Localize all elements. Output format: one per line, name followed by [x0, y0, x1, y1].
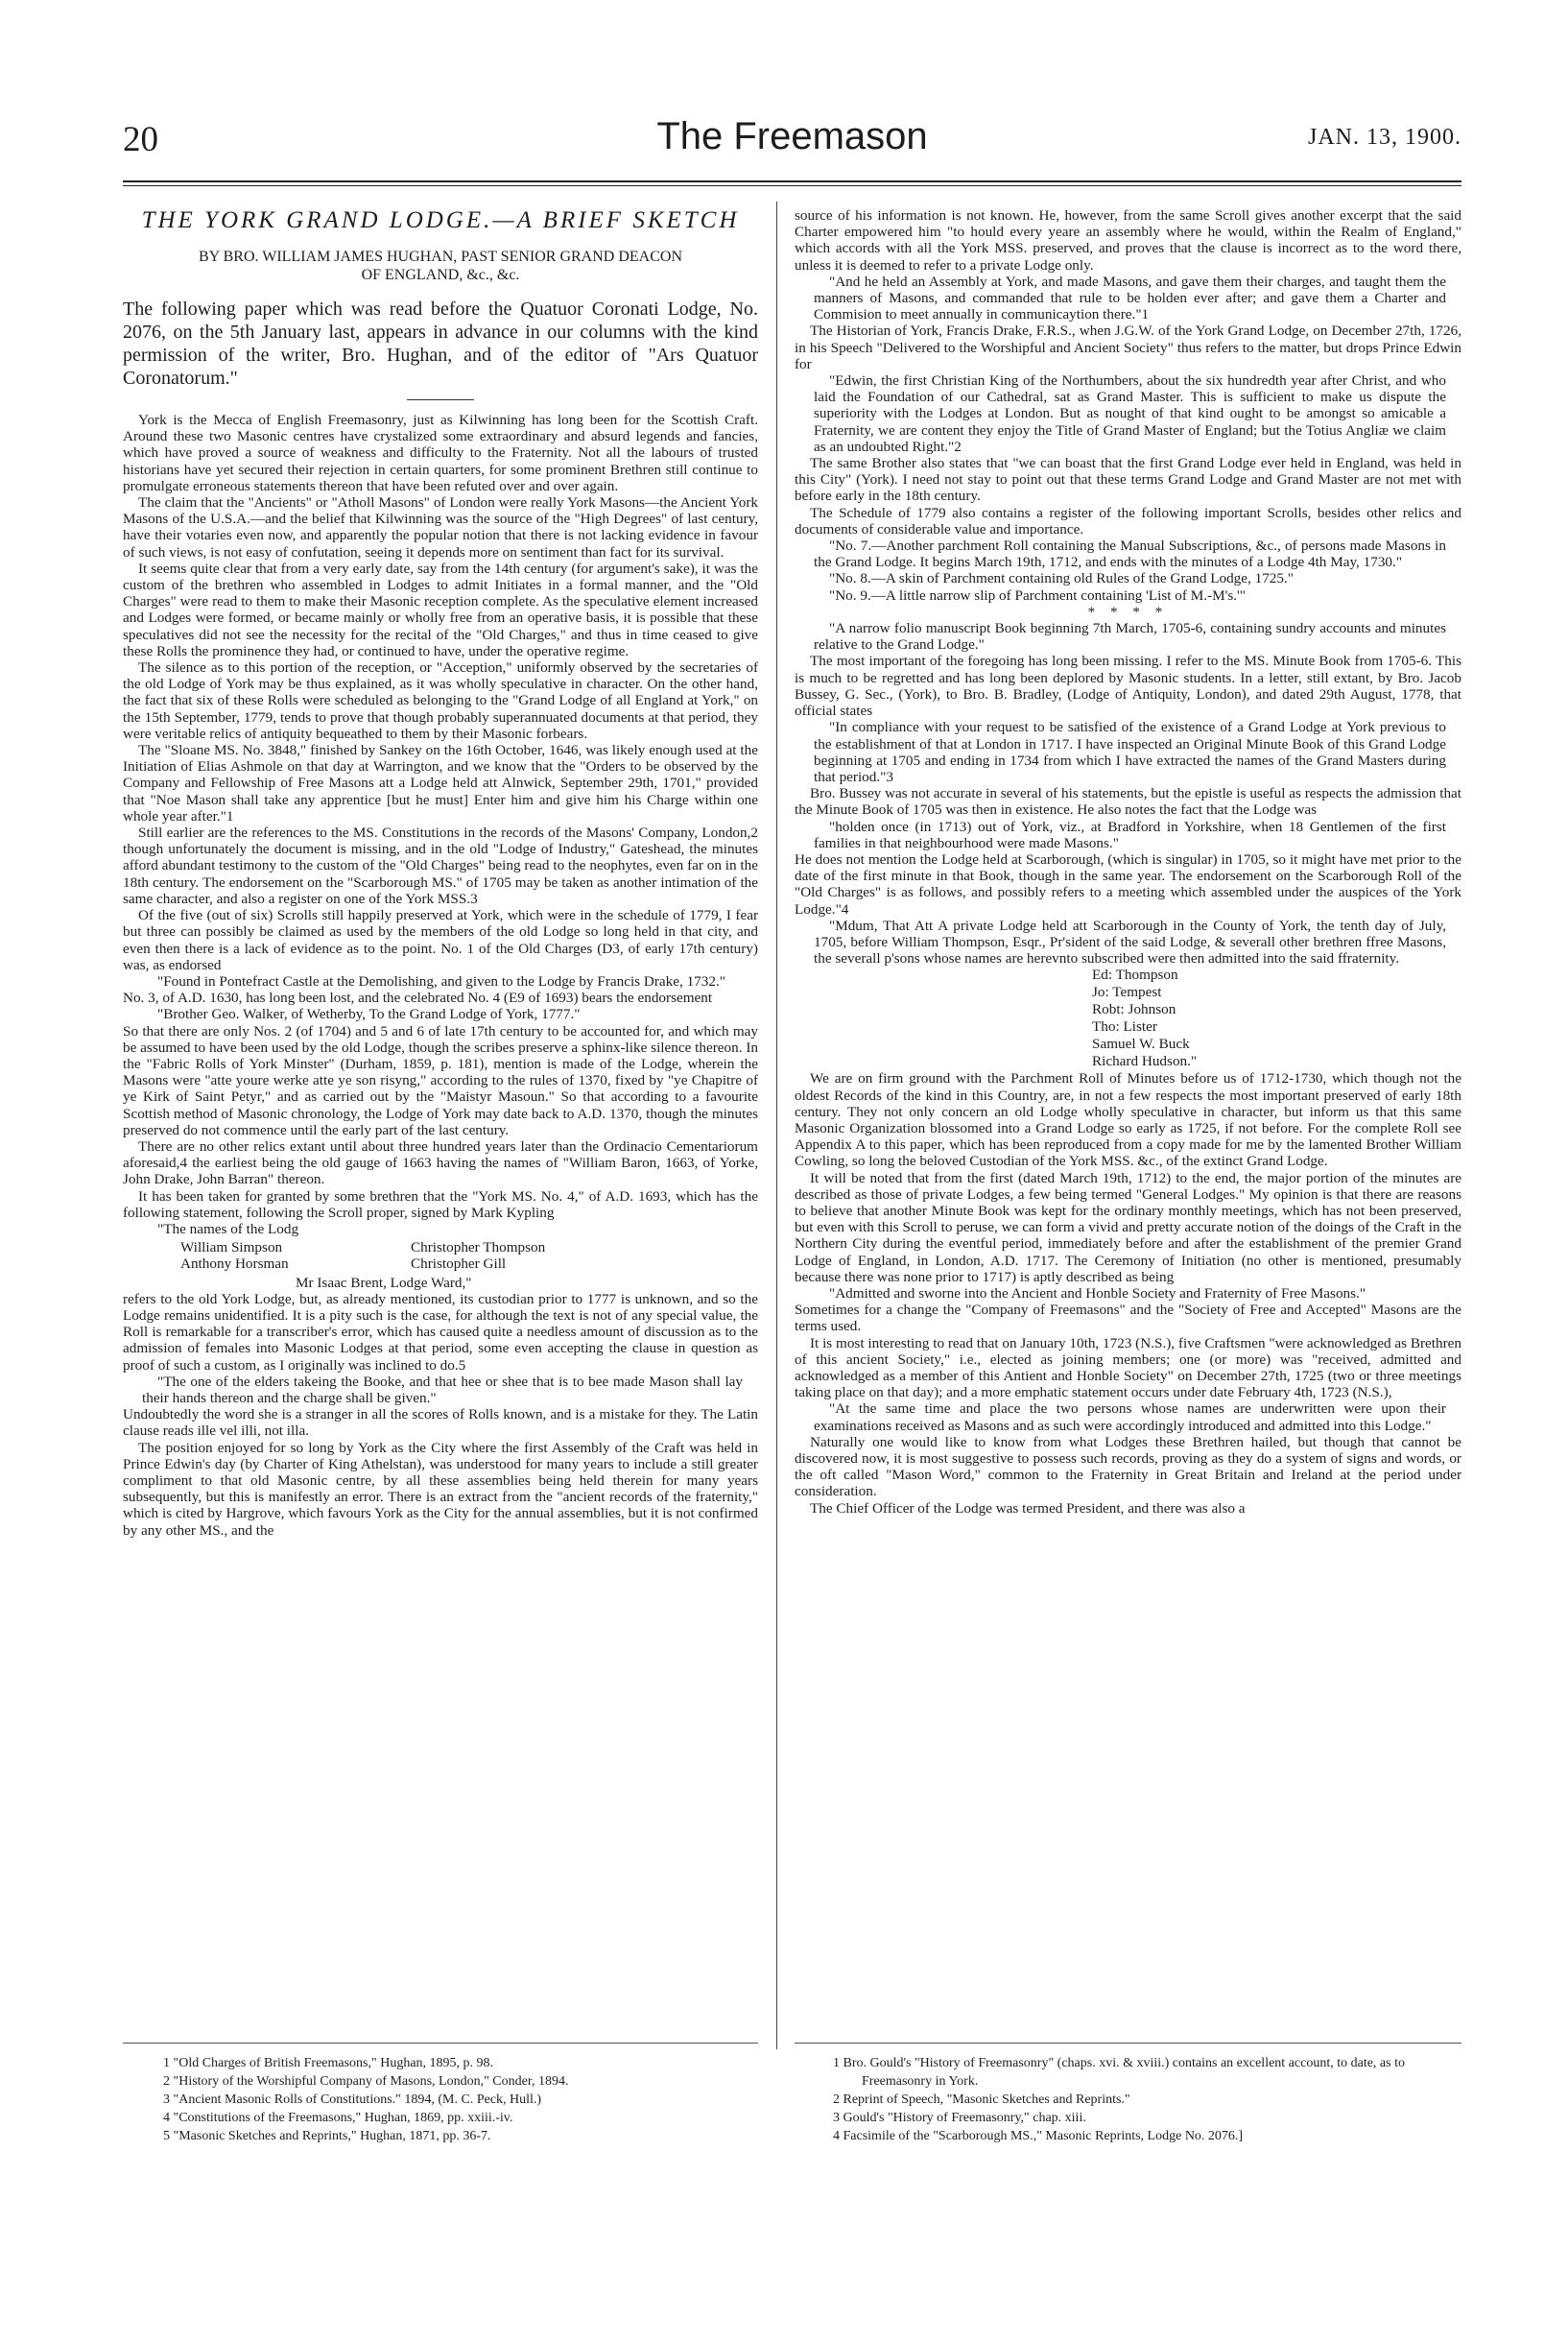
footnotes-left — [163, 2054, 739, 2145]
quotation: "Edwin, the first Christian King of the Northumbers, about the six hundredth year after Christ, and who laid the Foundation of our Cathedral, sat as Grand Master. This is sufficient to make us dispute the superiority with the Lodges at London. But as nought of that kind ought to be amongst so amicable a Fraternity, we are content they enjoy the Title of Grand Master of England; but the Totius Angliæ we claim as an undoubted Right."2 — [814, 372, 1446, 455]
footnote: 4 Facsimile of the "Scarborough MS.," Masonic Reprints, Lodge No. 2076.] — [833, 2129, 1244, 2143]
quotation: "In compliance with your request to be satisfied of the existence of a Grand Lodge at York previous to the establishment of that at London in 1717. I have inspected an Original Minute Book of this Grand Lodge beginning at 1705 and ending in 1734 from which I have extracted the names of the Grand Masters during that period."3 — [814, 719, 1446, 785]
footnote: 4 "Constitutions of the Freemasons," Hughan, 1869, pp. xxiii.-iv. — [163, 2111, 513, 2125]
body-paragraph: It is most interesting to read that on January 10th, 1723 (N.S.), five Craftsmen "were acknowledged as Brethren of this ancient Society," i.e., elected as joining members; one (or more) was "received, admitted and acknowledged as a member of this Antient and Honble Society" on December 27th, 1725 (two or three meetings taking place on that day); and a more emphatic statement occurs under date February 4th, 1723 (N.S.), — [795, 1334, 1461, 1401]
member-name: Tho: Lister — [1092, 1018, 1157, 1036]
schedule-item: "No. 8.—A skin of Parchment containing old Rules of the Grand Lodge, 1725." — [829, 570, 1294, 587]
footnote: 1 "Old Charges of British Freemasons," Hughan, 1895, p. 98. — [163, 2056, 494, 2070]
quotation: "Found in Pontefract Castle at the Demolishing, and given to the Lodge by Francis Drake, 1732." — [157, 972, 725, 990]
quotation: "Admitted and sworne into the Ancient and Honble Society and Fraternity of Free Masons." — [829, 1284, 1366, 1302]
intro-divider — [407, 399, 474, 400]
body-paragraph: The position enjoyed for so long by York as the City where the first Assembly of the Craft was held in Prince Edwin's day (by Charter of King Athelstan), was understood for many years to include a still greater compliment to that old Masonic centre, by all these assemblies being held therein for many years subsequently, but this is manifestly an error. There is an extract from the "ancient records of the fraternity," which is cited by Hargrove, which favours York as the City for the annual assemblies, but it is not confirmed by any other MS., and the — [123, 1439, 758, 1539]
body-paragraph: It seems quite clear that from a very early date, say from the 14th century (for argument's sake), it was the custom of the brethren who assembled in Lodges to admit Initiates in a formal manner, and the "Old Charges" were read to them to make their Masonic reception complete. As the speculative element increased and Lodges were formed, or became mainly or wholly free from an operative basis, it is possible that these speculatives did not see the necessity for the recital of the "Old Charges," and thus in time ceased to give these Rolls the prominence they had, or continued to have, under the operative regime. — [123, 560, 758, 659]
member-name: Richard Hudson." — [1092, 1053, 1198, 1070]
body-paragraph: Still earlier are the references to the MS. Constitutions in the records of the Masons' Company, London,2 though unfortunately the document is missing, and in the old "Lodge of Industry," Gateshead, the minutes afford abundant testimony to the custom of the "Old Charges" being read to the neophytes, even far on in the 18th century. The endorsement on the "Scarborough MS." of 1705 may be taken as another intimation of the same character, and also a register on one of the York MSS.3 — [123, 825, 758, 907]
body-paragraph: We are on firm ground with the Parchment Roll of Minutes before us of 1712-1730, which though not the oldest Records of the kind in this Country, are, in not a few respects the most important preserved of early 18th century. They not only concern an old Lodge wholly speculative in character, but inform us that this same Masonic Organization blossomed into a Grand Lodge so early as 1725, if not before. For the complete Roll see Appendix A to this paper, which has been reproduced from a copy made for me by the lamented Brother William Cowling, so long the beloved Custodian of the York MSS. &c., of the extinct Grand Lodge. — [795, 1070, 1461, 1170]
footnote: 5 "Masonic Sketches and Reprints," Hughan, 1871, pp. 36-7. — [163, 2129, 491, 2143]
issue-date: JAN. 13, 1900. — [1307, 125, 1461, 150]
quotation: "Brother Geo. Walker, of Wetherby, To the Grand Lodge of York, 1777." — [157, 1006, 581, 1023]
body-paragraph: Of the five (out of six) Scrolls still happily preserved at York, which were in the schedule of 1779, I fear but three can possibly be claimed as used by the members of the old Lodge so long held in that city, and even then there is a lack of evidence as to the point. No. 1 of the Old Charges (D3, of early 17th century) was, as endorsed — [123, 907, 758, 973]
member-name: Samuel W. Buck — [1092, 1036, 1190, 1053]
footnote-rule-left — [123, 2043, 758, 2044]
body-paragraph: Naturally one would like to know from what Lodges these Brethren hailed, but though that cannot be discovered now, it is most suggestive to possess such records, proving as they do a system of signs and words, or the oft called "Mason Word," common to the Fraternity in Great Britain and Ireland at the period under consideration. — [795, 1433, 1461, 1500]
body-paragraph: The "Sloane MS. No. 3848," finished by Sankey on the 16th October, 1646, was likely enough used at the Initiation of Elias Ashmole on that day at Warrington, and we know that the "Orders to be observed by the Company and Fellowship of Free Masons att a Lodge held att Alnwick, September 29th, 1701," provided that "Noe Mason shall take any apprentice [but he must] Enter him and give him his Charge within one whole year after."1 — [123, 742, 758, 825]
member-name: Ed: Thompson — [1092, 967, 1178, 984]
member-names — [1092, 967, 1461, 1070]
quotation: "At the same time and place the two persons whose names are underwritten were upon their examinations received as Masons and as such were accordingly introduced and admitted into this Lodge." — [814, 1400, 1446, 1434]
byline-author: BY BRO. WILLIAM JAMES HUGHAN, PAST SENIOR GRAND DEACON — [198, 249, 683, 265]
quotation: "The names of the Lodg — [157, 1220, 299, 1237]
footnote-rule-right — [795, 2043, 1461, 2044]
left-column — [123, 207, 758, 1539]
member-name: Jo: Tempest — [1092, 984, 1162, 1001]
body-paragraph: source of his information is not known. He, however, from the same Scroll gives another excerpt that the said Charter empowered him "to hould every yeare an assembly where he would, within the Realm of England," which accords with all the York MSS. preserved, and proves that the clause is incorrect as to the word there, unless it is deemed to refer to a private Lodge only. — [795, 207, 1461, 274]
body-paragraph: It has been taken for granted by some brethren that the "York MS. No. 4," of A.D. 1693, which has the following statement, following the Scroll proper, signed by Mark Kypling — [123, 1187, 758, 1221]
body-paragraph: No. 3, of A.D. 1630, has long been lost, and the celebrated No. 4 (E9 of 1693) bears the endorsement — [123, 990, 713, 1007]
signer-column-right — [411, 1239, 641, 1272]
quotation: "The one of the elders takeing the Booke, and that hee or shee that is to bee made Mason shall lay their hands thereon and the charge shall be given." — [142, 1373, 743, 1406]
byline-title: OF ENGLAND, &c., &c. — [361, 267, 520, 283]
body-paragraph: The same Brother also states that "we can boast that the first Grand Lodge ever held in England, was held in this City" (York). I need not stay to point out that these terms Grand Lodge and Grand Master are not met with before early in the 18th century. — [795, 455, 1461, 505]
signer-name: William Simpson — [180, 1239, 283, 1256]
footnote: 3 "Ancient Masonic Rolls of Constitutions." 1894, (M. C. Peck, Hull.) — [163, 2092, 542, 2107]
body-paragraph: The Historian of York, Francis Drake, F.R.S., when J.G.W. of the York Grand Lodge, on December 27th, 1726, in his Speech "Delivered to the Worshipful and Ancient Society" thus refers to the matter, but drops Prince Edwin for — [795, 323, 1461, 372]
body-paragraph: refers to the old York Lodge, but, as already mentioned, its custodian prior to 1777 is unknown, and so the Lodge remains unidentified. It is a pity such is the case, for although the text is not of any special value, the Roll is remarkable for a transcriber's error, which has caused quite a needless amount of discussion as to the admission of females into Masonic Lodges at that period, some even accepting the clause in question as proof of such a custom, as I originally was inclined to do.5 — [123, 1290, 758, 1374]
quotation: "And he held an Assembly at York, and made Masons, and gave them their charges, and taught them the manners of Masons, and commanded that rule to be holden ever after; and gave them a Charter and Commision to meet annually in communicaytion there."1 — [814, 273, 1446, 323]
right-column — [795, 207, 1461, 1517]
footnote: 2 Reprint of Speech, "Masonic Sketches and Reprints." — [833, 2092, 1130, 2107]
schedule-item: "No. 9.—A little narrow slip of Parchment containing 'List of M.-M's.'" — [829, 586, 1246, 604]
header-rule-thin — [123, 185, 1461, 186]
footnote: 1 Bro. Gould's "History of Freemasonry" (chaps. xvi. & xviii.) contains an excellent account, to date, as to Freemasonry in York. — [833, 2056, 1405, 2089]
signer-name: Christopher Gill — [411, 1255, 507, 1273]
quotation: "Mdum, That Att A private Lodge held att Scarborough in the County of York, the tenth day of July, 1705, before William Thompson, Esqr., Pr'sident of the said Lodge, & severall other brethren ffree Masons, the severall p'sons whose names are herevnto subscribed were then admitted into the said ffraternity. — [814, 917, 1446, 968]
byline — [123, 248, 758, 284]
article-heading: THE YORK GRAND LODGE.—A BRIEF SKETCH — [141, 207, 740, 233]
signer-name: Christopher Thompson — [411, 1239, 546, 1256]
column-divider — [776, 202, 777, 2049]
signer-column-left — [180, 1239, 411, 1272]
quotation: "holden once (in 1713) out of York, viz., at Bradford in Yorkshire, when 18 Gentlemen of the first families in that neighbourhood were made Masons." — [814, 818, 1446, 851]
body-paragraph: Bro. Bussey was not accurate in several of his statements, but the epistle is useful as respects the admission that the Minute Book of 1705 was then in existence. He also notes the fact that the Lodge was — [795, 785, 1461, 819]
body-paragraph: Sometimes for a change the "Company of Freemasons" and the "Society of Free and Accepted" Masons are the terms used. — [795, 1302, 1461, 1335]
header-rule — [123, 180, 1461, 182]
body-paragraph: York is the Mecca of English Freemasonry, just as Kilwinning has long been for the Scottish Craft. Around these two Masonic centres have crystalized some extraordinary and absurd legends and fancies, which have proved a source of weakness and difficulty to the Fraternity. Not all the labours of trusted historians have yet secured their rejection in certain quarters, for some prominent Brethren still continue to promulgate erroneous statements thereon that have been refuted over and over again. — [123, 412, 758, 494]
body-paragraph: The Schedule of 1779 also contains a register of the following important Scrolls, besides other relics and documents of considerable value and importance. — [795, 504, 1461, 538]
page-number: 20 — [123, 120, 158, 159]
body-paragraph: Undoubtedly the word she is a stranger in all the scores of Rolls known, and is a mistake for they. The Latin clause reads ille vel illi, not illa. — [123, 1406, 758, 1440]
member-name: Robt: Johnson — [1092, 1001, 1176, 1018]
body-paragraph: The claim that the "Ancients" or "Atholl Masons" of London were really York Masons—the Ancient York Masons of the U.S.A.—and the belief that Kilwinning was the source of the "High Degrees" of last century, have their votaries even now, and apparently the popular notion that there is not lacking evidence in favour of such views, is not easy of confutation, seeing it depends more on sentiment than fact for its survival. — [123, 494, 758, 561]
footnote: 2 "History of the Worshipful Company of Masons, London," Conder, 1894. — [163, 2074, 569, 2089]
body-paragraph: The silence as to this portion of the reception, or "Acception," uniformly observed by the secretaries of the old Lodge of York may be thus explained, as it was wholly speculative in character. On the other hand, the fact that six of these Rolls were scheduled as belonging to the "Grand Lodge of all England at York," on the 15th September, 1779, tends to prove that though probably superannuated documents at that period, they were veritable relics of antiquity bequeathed to them by their Masonic forbears. — [123, 659, 758, 742]
signer-name: Mr Isaac Brent, Lodge Ward," — [296, 1274, 472, 1291]
publication-title: The Freemason — [656, 115, 928, 157]
body-paragraph: The Chief Officer of the Lodge was termed President, and there was also a — [810, 1499, 1246, 1517]
signer-list — [180, 1239, 758, 1272]
asterism: * * * * — [1087, 603, 1169, 620]
footnotes-right — [833, 2054, 1457, 2145]
body-paragraph: So that there are only Nos. 2 (of 1704) and 5 and 6 of late 17th century to be accounted for, and which may be assumed to have been used by the old Lodge, though the scribes preserve a sphinx-like silence thereon. In the "Fabric Rolls of York Minster" (Durham, 1859, p. 181), mention is made of the Lodge, wherein the Masons were "atte youre werke atte ye son risyng," according to the rules of 1370, fixed by "ye Chapitre of ye Kirk of Saint Petyr," and as carried out by the "Maistyr Masoun." So that according to a favourite Scottish method of Masonic chronology, the Lodge of York may date back to A.D. 1370, though the minutes preserved do not commence until the early part of the last century. — [123, 1022, 758, 1138]
quotation: "A narrow folio manuscript Book beginning 7th March, 1705-6, containing sundry accounts and minutes relative to the Grand Lodge." — [814, 620, 1446, 654]
body-paragraph: He does not mention the Lodge held at Scarborough, (which is singular) in 1705, so it might have met prior to the date of the first minute in that Book, though in the same year. The endorsement on the Scarborough Roll of the "Old Charges" is as follows, and possibly refers to a meeting which assembled under the auspices of the York Lodge."4 — [795, 850, 1461, 918]
body-paragraph: There are no other relics extant until about three hundred years later than the Ordinacio Cementariorum aforesaid,4 the earliest being the old gauge of 1663 having the names of "William Baron, 1663, of Yorke, John Drake, John Barran" thereon. — [123, 1137, 758, 1188]
footnote: 3 Gould's "History of Freemasonry," chap. xiii. — [833, 2111, 1086, 2125]
signer-name: Anthony Horsman — [180, 1255, 289, 1273]
body-paragraph: It will be noted that from the first (dated March 19th, 1712) to the end, the major portion of the minutes are described as those of private Lodges, a few being termed "General Lodges." My opinion is that there are reasons to believe that another Minute Book was kept for the ordinary monthly meetings, which has not been preserved, but even with this Scroll to peruse, we can form a vivid and pretty accurate notion of the doings of the Craft in the Northern City during the eventful period, immediately before and after the establishment of the premier Grand Lodge of England, in London, A.D. 1717. The Ceremony of Initiation (no other is mentioned, presumably because there was none prior to 1717) is aptly described as being — [795, 1169, 1461, 1285]
masthead — [123, 115, 1461, 165]
intro-paragraph: The following paper which was read before the Quatuor Coronati Lodge, No. 2076, on the 5th January last, appears in advance in our columns with the kind permission of the writer, Bro. Hughan, and of the editor of "Ars Quatuor Coronatorum." — [123, 299, 758, 389]
schedule-item: "No. 7.—Another parchment Roll containing the Manual Subscriptions, &c., of persons made Masons in the Grand Lodge. It begins March 19th, 1712, and ends with the minutes of a Lodge 4th May, 1730." — [814, 538, 1446, 571]
body-paragraph: The most important of the foregoing has long been missing. I refer to the MS. Minute Book from 1705-6. This is much to be regretted and has long been deplored by Masonic students. In a letter, still extant, by Bro. Jacob Bussey, G. Sec., (York), to Bro. B. Bradley, (Lodge of Antiquity, London), and dated 29th August, 1778, that official states — [795, 653, 1461, 720]
